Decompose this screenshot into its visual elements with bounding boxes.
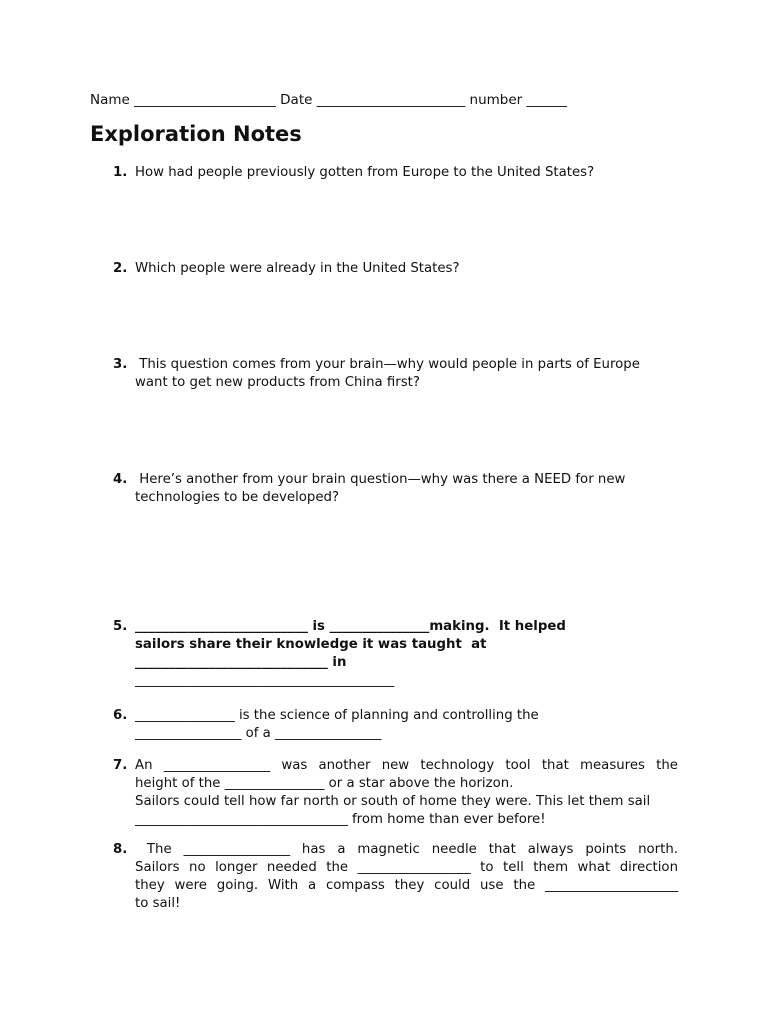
question-3 [113, 356, 678, 392]
question-number: 7. [113, 758, 128, 773]
fill-in-line: _____________________________ in [135, 655, 347, 670]
fill-in-line: to sail! [135, 896, 181, 911]
fill-in-line: An ________________ was another new technology tool that measures the [135, 758, 678, 773]
fill-in-line: height of the _______________ or a star above the horizon. [135, 776, 514, 791]
question-8 [113, 841, 678, 913]
page-title: Exploration Notes [90, 122, 302, 146]
fill-in-line: they were going. With a compass they could use the ____________________ [135, 878, 678, 893]
question-text-line: want to get new products from China first? [135, 375, 420, 390]
question-text-line: technologies to be developed? [135, 490, 340, 505]
question-2 [113, 260, 678, 278]
question-5 [113, 618, 678, 690]
question-number: 5. [113, 619, 128, 634]
question-text: How had people previously gotten from Europe to the United States? [135, 165, 595, 180]
question-text-line: Here’s another from your brain question—why was there a NEED for new [135, 472, 626, 487]
fill-in-line: Sailors could tell how far north or south of home they were. This let them sail [135, 794, 651, 809]
fill-in-line: _______________________________________ [135, 673, 395, 688]
fill-in-line: ________________________________ from home than ever before! [135, 812, 546, 827]
fill-in-line: The ________________ has a magnetic needle that always points north. [135, 842, 678, 857]
fill-in-line: _______________ is the science of planning and controlling the [135, 708, 539, 723]
question-1 [113, 164, 678, 182]
fill-in-line: sailors share their knowledge it was taught at [135, 637, 487, 652]
question-number: 8. [113, 842, 128, 857]
question-6 [113, 707, 678, 743]
question-number: 2. [113, 261, 128, 276]
name-date-number-line: Name _____________________ Date ______________________ number ______ [90, 92, 567, 108]
question-number: 1. [113, 165, 128, 180]
question-4 [113, 471, 678, 507]
fill-in-line: Sailors no longer needed the _________________ to tell them what direction [135, 860, 678, 875]
fill-in-line: __________________________ is _______________making. It helped [135, 619, 566, 634]
question-number: 4. [113, 472, 128, 487]
question-number: 3. [113, 357, 128, 372]
question-number: 6. [113, 708, 128, 723]
question-text: Which people were already in the United States? [135, 261, 460, 276]
fill-in-line: ________________ of a ________________ [135, 726, 382, 741]
question-7 [113, 757, 678, 829]
question-text-line: This question comes from your brain—why would people in parts of Europe [135, 357, 640, 372]
